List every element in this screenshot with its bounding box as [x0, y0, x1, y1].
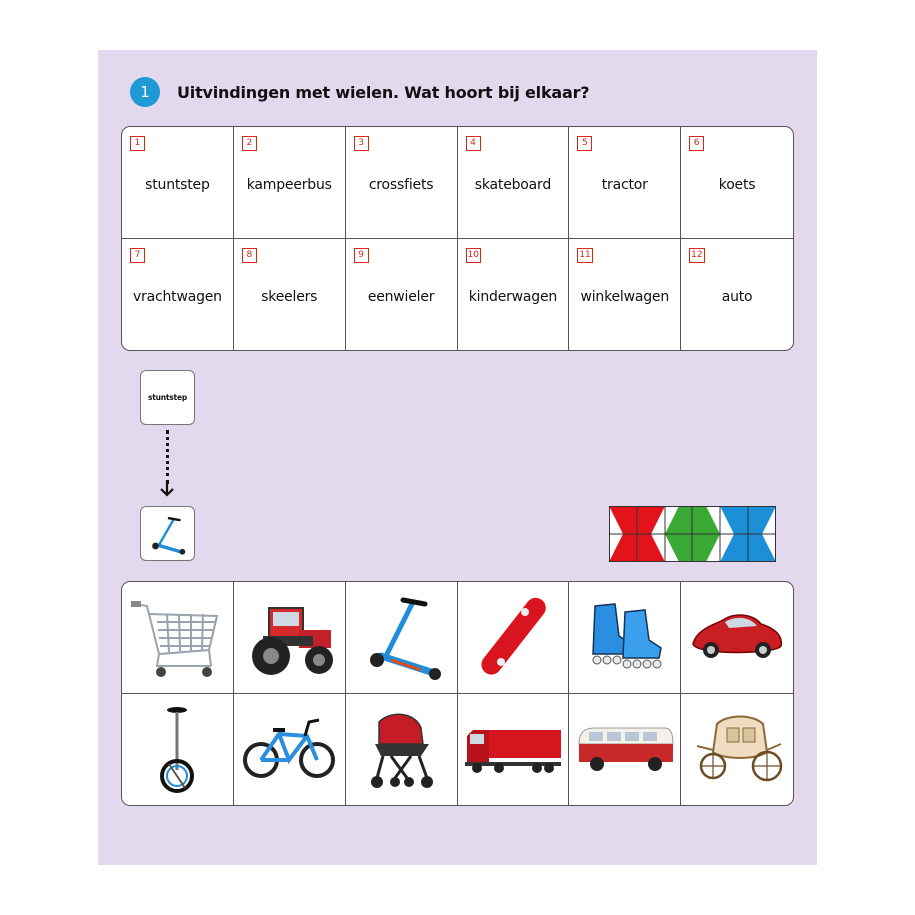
picture-cell[interactable]: [458, 582, 570, 694]
word-label: winkelwagen: [580, 289, 669, 306]
word-number: 5: [577, 136, 592, 151]
word-number: 1: [130, 136, 145, 151]
dotted-connector: [166, 430, 169, 484]
exercise-instruction: Uitvindingen met wielen. Wat hoort bij elkaar?: [177, 82, 590, 102]
truck-icon: [463, 704, 563, 794]
word-cell[interactable]: [569, 239, 681, 351]
camper-van-icon: [575, 704, 675, 794]
word-cell[interactable]: [569, 127, 681, 239]
word-number: 12: [689, 248, 704, 263]
example-word-card[interactable]: stuntstep: [140, 370, 195, 425]
unicycle-icon: [127, 704, 227, 794]
picture-cell[interactable]: [234, 694, 346, 806]
answer-check-pattern: [609, 506, 776, 562]
exercise-header: [130, 77, 589, 107]
word-label: auto: [721, 289, 753, 306]
exercise-number: 1: [130, 77, 160, 107]
picture-cell[interactable]: [681, 582, 793, 694]
arrow-down-icon: [160, 481, 174, 497]
word-label: eenwieler: [367, 289, 435, 306]
word-number: 8: [242, 248, 257, 263]
word-label: crossfiets: [368, 177, 434, 194]
car-icon: [687, 592, 787, 682]
carriage-icon: [687, 704, 787, 794]
word-label: skeelers: [261, 289, 318, 306]
example-picture-card[interactable]: [140, 506, 195, 561]
word-label: skateboard: [474, 177, 552, 194]
word-grid: [121, 126, 794, 351]
skateboard-icon: [463, 592, 563, 682]
word-number: 2: [242, 136, 257, 151]
word-number: 11: [577, 248, 592, 263]
word-cell[interactable]: [234, 127, 346, 239]
word-cell[interactable]: [346, 239, 458, 351]
inline-skates-icon: [575, 592, 675, 682]
bmx-bike-icon: [239, 704, 339, 794]
picture-cell[interactable]: [234, 582, 346, 694]
word-label: kampeerbus: [246, 177, 332, 194]
word-cell[interactable]: [681, 239, 793, 351]
word-cell[interactable]: [458, 239, 570, 351]
word-number: 6: [689, 136, 704, 151]
picture-cell[interactable]: [569, 582, 681, 694]
word-number: 10: [466, 248, 481, 263]
word-cell[interactable]: [346, 127, 458, 239]
word-cell[interactable]: [122, 239, 234, 351]
picture-cell[interactable]: [458, 694, 570, 806]
word-number: 7: [130, 248, 145, 263]
picture-grid: [121, 581, 794, 806]
word-number: 9: [354, 248, 369, 263]
picture-cell[interactable]: [681, 694, 793, 806]
word-cell[interactable]: [234, 239, 346, 351]
word-label: tractor: [601, 177, 648, 194]
scooter-icon: [144, 510, 192, 558]
word-cell[interactable]: [458, 127, 570, 239]
word-cell[interactable]: [122, 127, 234, 239]
picture-cell[interactable]: [346, 694, 458, 806]
word-label: koets: [718, 177, 756, 194]
shopping-cart-icon: [127, 592, 227, 682]
word-number: 4: [466, 136, 481, 151]
tractor-icon: [239, 592, 339, 682]
picture-cell[interactable]: [346, 582, 458, 694]
word-label: stuntstep: [145, 177, 210, 194]
picture-cell[interactable]: [122, 582, 234, 694]
word-number: 3: [354, 136, 369, 151]
stroller-icon: [351, 704, 451, 794]
picture-cell[interactable]: [122, 694, 234, 806]
picture-cell[interactable]: [569, 694, 681, 806]
word-cell[interactable]: [681, 127, 793, 239]
word-label: vrachtwagen: [132, 289, 222, 306]
scooter-icon: [351, 592, 451, 682]
word-label: kinderwagen: [468, 289, 558, 306]
